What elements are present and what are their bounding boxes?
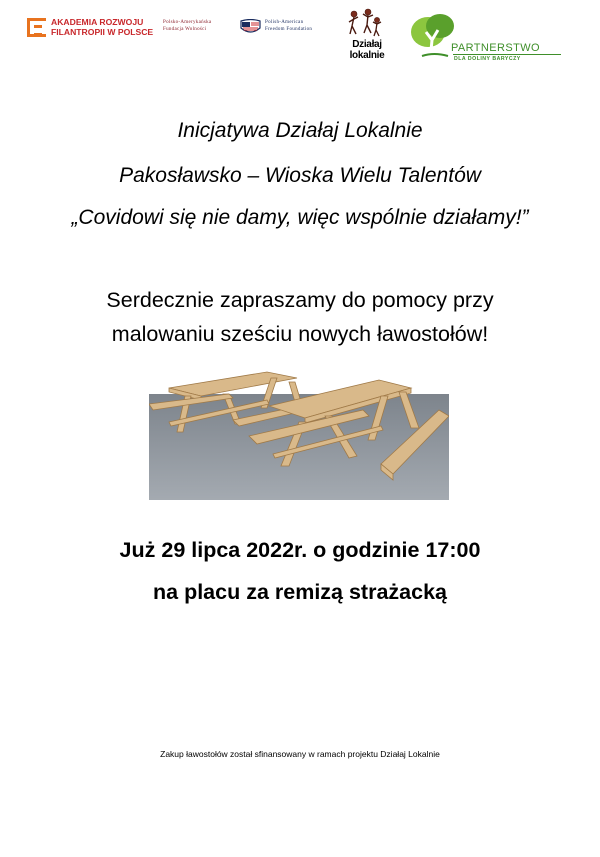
arfp-line1: AKADEMIA ROZWOJU — [51, 17, 144, 27]
event-date: Już 29 lipca 2022r. o godzinie 17:00 — [119, 538, 481, 562]
heading-line2: Pakosławsko – Wioska Wielu Talentów — [119, 164, 481, 187]
partnerstwo-divider — [453, 54, 561, 55]
pafw-line1: Polsko-Amerykańska — [163, 20, 212, 25]
arfp-line2: FILANTROPII W POLSCE — [51, 27, 154, 37]
pafw-logo — [163, 19, 235, 33]
invitation-line2: malowaniu sześciu nowych ławostołów! — [111, 322, 489, 346]
funding-footnote: Zakup ławostołów został sfinansowany w ramach projektu Działaj Lokalnie — [160, 749, 440, 759]
logo-bar — [0, 0, 600, 80]
event-place: na placu za remizą strażacką — [153, 580, 447, 604]
arfp-mark-icon — [27, 18, 46, 37]
paff-seal-icon — [240, 19, 261, 35]
paff-line1: Polish-American — [265, 20, 304, 25]
partnerstwo-logo — [408, 12, 568, 64]
dzialaj-line1: Działaj — [352, 39, 382, 50]
dzialaj-line2: lokalnie — [349, 50, 385, 61]
paff-logo — [240, 17, 340, 41]
heading-line3: „Covidowi się nie damy, więc wspólnie działamy!” — [71, 206, 529, 229]
dzialaj-lokalnie-logo — [346, 8, 386, 68]
figures-icon — [348, 8, 382, 38]
picnic-tables-photo — [149, 366, 449, 500]
pafw-line2: Fundacja Wolności — [163, 27, 207, 32]
partnerstwo-name: PARTNERSTWO — [451, 42, 540, 54]
invitation-line1: Serdecznie zapraszamy do pomocy przy — [106, 288, 494, 312]
paff-line2: Freedom Foundation — [265, 27, 313, 32]
partnerstwo-sub: DLA DOLINY BARYCZY — [454, 56, 521, 62]
heading-line1: Inicjatywa Działaj Lokalnie — [177, 119, 423, 142]
tree-icon — [408, 12, 460, 64]
